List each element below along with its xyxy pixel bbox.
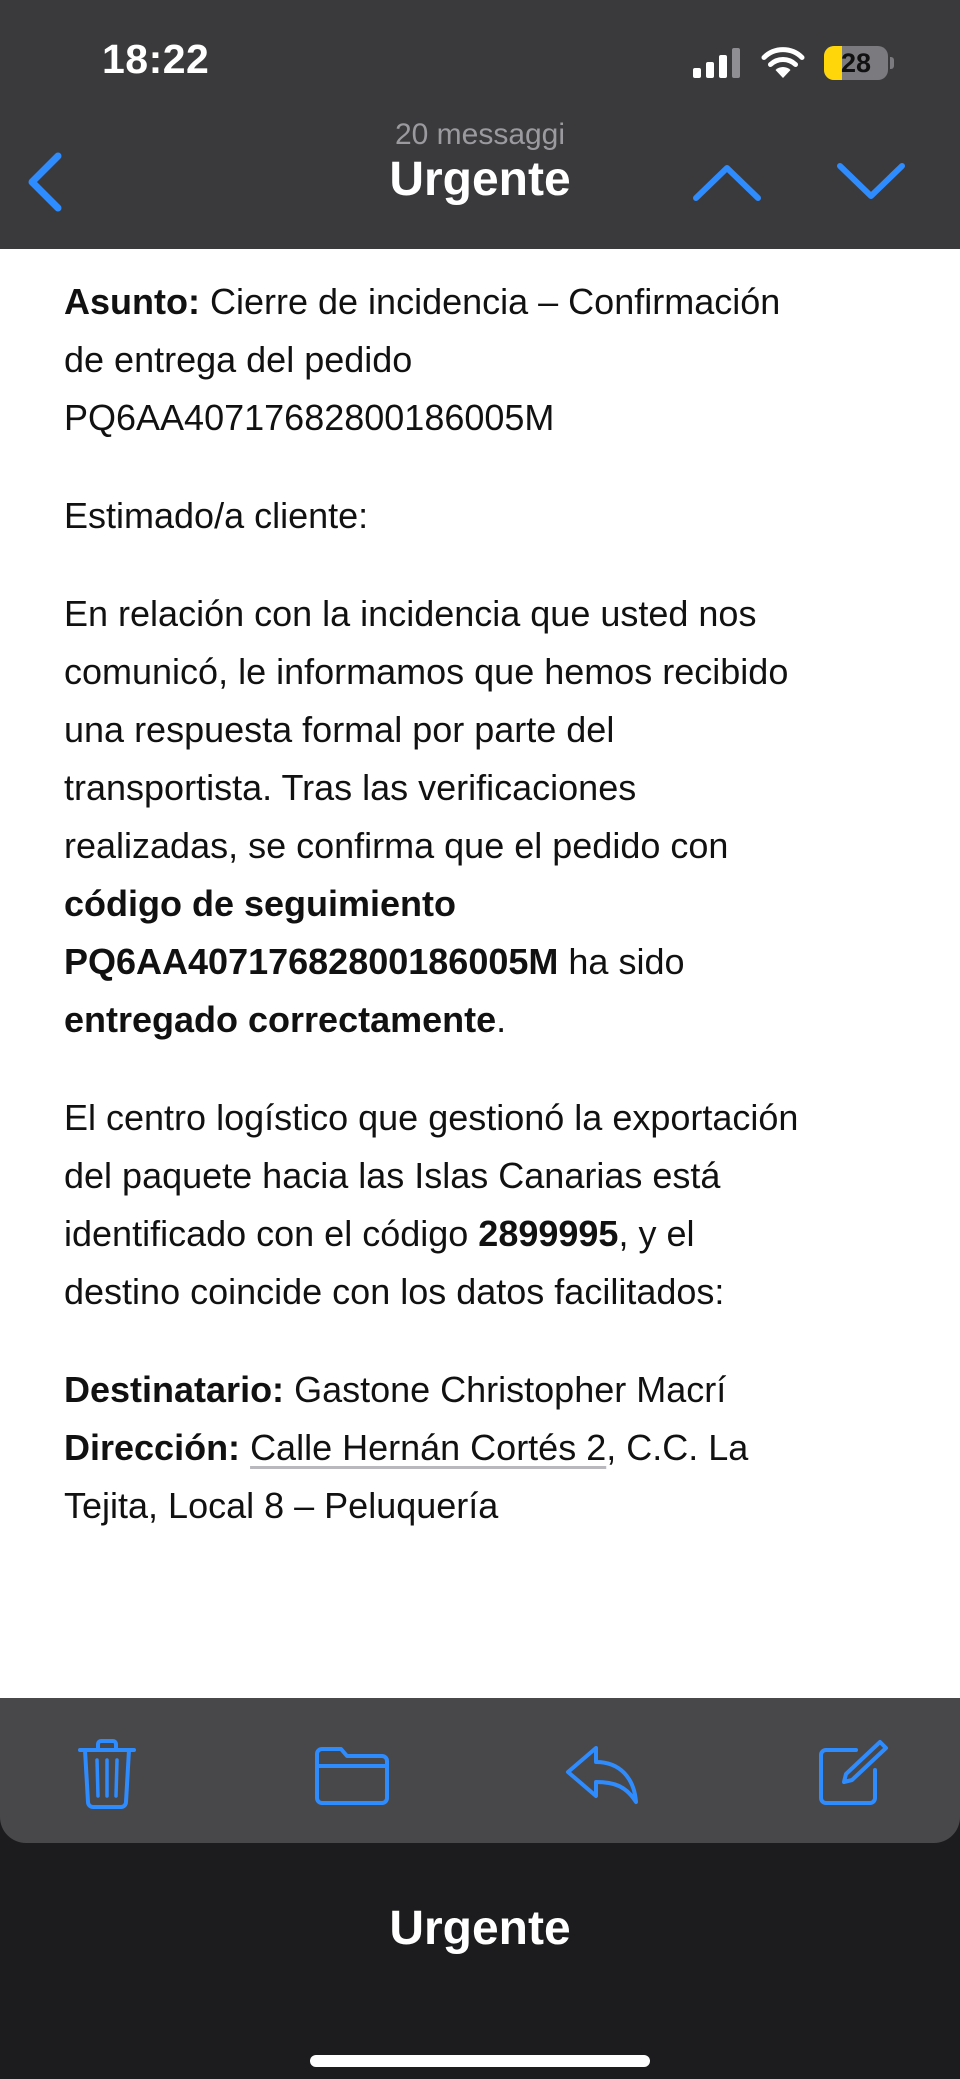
tracking-code: código de seguimiento PQ6AA40717682800186005M <box>64 883 559 982</box>
folder-icon[interactable] <box>314 1744 390 1806</box>
center-code: 2899995 <box>478 1213 619 1254</box>
home-indicator[interactable] <box>310 2055 650 2067</box>
subject-text: Cierre de incidencia – Confirmación de entrega del pedido PQ6AA40717682800186005M <box>64 281 781 438</box>
paragraph-text: . <box>496 999 507 1040</box>
subject-label: Asunto: <box>64 281 200 322</box>
paragraph-delivery <box>64 585 804 1049</box>
trash-icon[interactable] <box>76 1738 138 1810</box>
address-text: , C.C. La Tejita, Local 8 – Peluquería <box>64 1427 749 1526</box>
chevron-left-icon[interactable] <box>22 150 66 214</box>
compose-icon[interactable] <box>816 1738 890 1808</box>
mailbox-sheet[interactable] <box>0 1853 960 2079</box>
reply-icon[interactable] <box>564 1742 640 1806</box>
paragraph-text: ha sido <box>568 941 685 982</box>
battery-tip <box>890 57 894 69</box>
top-bar <box>0 0 960 249</box>
cellular-signal-icon <box>693 48 740 78</box>
wifi-icon <box>760 46 806 80</box>
battery-level: 28 <box>840 47 872 78</box>
paragraph-text: , y el destino coincide con los datos facilitados: <box>64 1213 725 1312</box>
subject-line <box>64 273 804 447</box>
paragraph-text: El centro logístico que gestionó la exportación del paquete hacia las Islas Canarias está identificado con el código <box>64 1097 799 1254</box>
status-indicators <box>693 40 894 86</box>
battery-icon <box>824 46 888 80</box>
sheet-title: Urgente <box>389 1902 571 1955</box>
recipient-name: Gastone Christopher Macrí <box>294 1369 727 1410</box>
chevron-up-icon[interactable] <box>692 160 762 204</box>
paragraph-text: En relación con la incidencia que usted nos comunicó, le informamos que hemos recibido una respuesta formal por parte del transportista. Tras las verificaciones realizadas, se confirma que el pedido con <box>64 593 789 866</box>
status-time: 18:22 <box>102 36 210 82</box>
chevron-down-icon[interactable] <box>836 160 906 204</box>
address-label: Dirección: <box>64 1427 241 1468</box>
delivery-status: entregado correctamente <box>64 999 497 1040</box>
address-link[interactable]: Calle Hernán Cortés 2 <box>250 1427 607 1468</box>
recipient-label: Destinatario: <box>64 1369 285 1410</box>
paragraph-logistics <box>64 1089 804 1321</box>
email-text <box>64 273 804 1535</box>
mailbox-title: Urgente <box>389 153 571 206</box>
greeting: Estimado/a cliente: <box>64 495 369 536</box>
email-body[interactable] <box>0 249 960 1699</box>
recipient-line <box>64 1361 804 1419</box>
address-line <box>64 1419 804 1535</box>
message-count: 20 messaggi <box>394 118 566 151</box>
bottom-toolbar <box>0 1698 960 1843</box>
